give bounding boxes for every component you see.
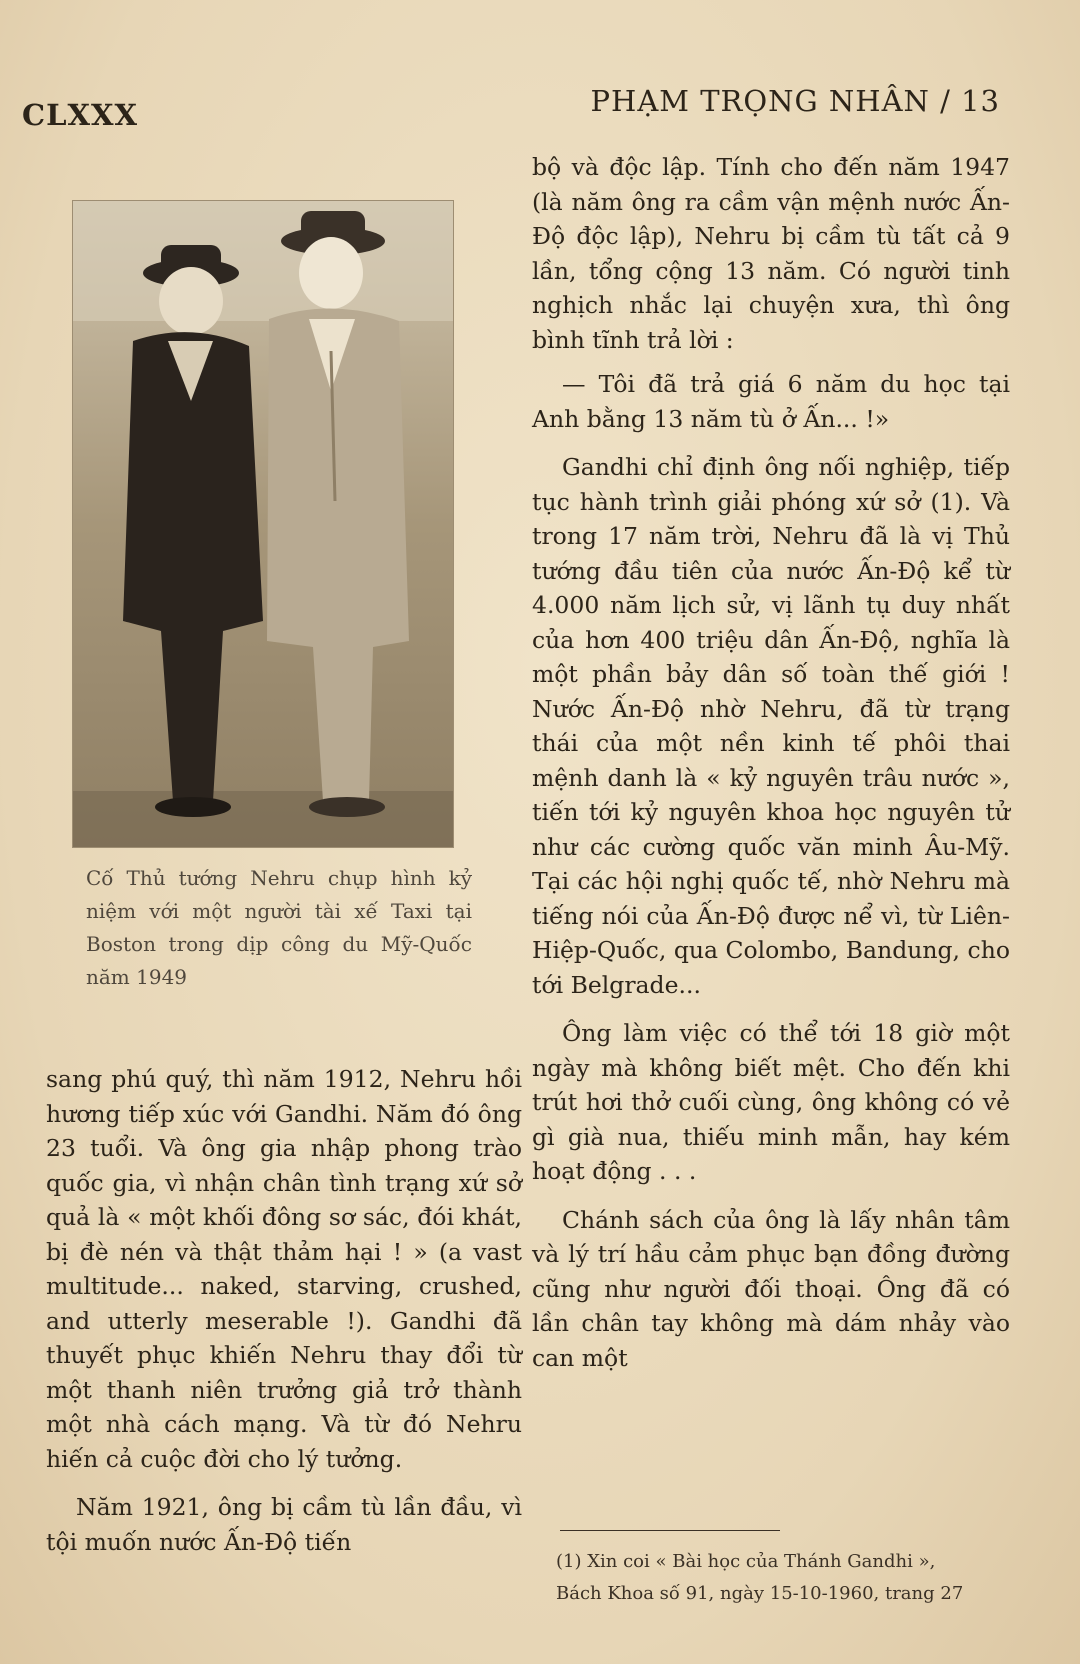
paragraph: Năm 1921, ông bị cầm tù lần đầu, vì tội muốn nước Ấn-Độ tiến bbox=[46, 1493, 522, 1556]
right-column bbox=[532, 150, 1010, 1375]
paragraph: Chánh sách của ông là lấy nhân tâm và lý trí hầu cảm phục bạn đồng đường cũng như người đối thoại. Ông đã có lần chân tay không mà dám nhảy vào can một bbox=[532, 1205, 1010, 1372]
running-head: PHẠM TRỌNG NHÂN / 13 bbox=[590, 84, 1000, 118]
dialogue-paragraph: — Tôi đã trả giá 6 năm du học tại Anh bằng 13 năm tù ở Ấn... !» bbox=[532, 370, 1010, 433]
photo-caption: Cố Thủ tướng Nehru chụp hình kỷ niệm với một người tài xế Taxi tại Boston trong dịp công du Mỹ-Quốc năm 1949 bbox=[86, 866, 472, 989]
footnote-rule bbox=[560, 1530, 780, 1531]
paragraph: Ông làm việc có thể tới 18 giờ một ngày mà không biết mệt. Cho đến khi trút hơi thở cuối cùng, ông không có vẻ gì già nua, thiếu minh mẫn, hay kém hoạt động . . . bbox=[532, 1019, 1010, 1185]
paragraph: bộ và độc lập. Tính cho đến năm 1947 (là năm ông ra cầm vận mệnh nước Ấn-Độ độc lập), Nehru bị cầm tù tất cả 9 lần, tổng cộng 13 năm. Có người tinh nghịch nhắc lại chuyện xưa, thì ông bình tĩnh trả lời : bbox=[532, 153, 1010, 354]
footnote bbox=[556, 1546, 1026, 1610]
section-number: CLXXX bbox=[22, 98, 138, 132]
paragraph: sang phú quý, thì năm 1912, Nehru hồi hương tiếp xúc với Gandhi. Năm đó ông 23 tuổi. Và ông gia nhập phong trào quốc gia, vì nhận chân tình trạng xứ sở quả là « một khối đông sơ sác, đói khát, bị đè nén và thật thảm hại ! » (a vast multitude... naked, starving, crushed, and utterly meserable !). Gandhi đã thuyết phục khiến Nehru thay đổi từ một thanh niên trưởng giả trở thành một nhà cách mạng. Và từ đó Nehru hiến cả cuộc đời cho lý tưởng. bbox=[46, 1065, 522, 1473]
paragraph: Gandhi chỉ định ông nối nghiệp, tiếp tục hành trình giải phóng xứ sở (1). Và trong 17 năm trời, Nehru đã là vị Thủ tướng đầu tiên của nước Ấn-Độ kể từ 4.000 năm lịch sử, vị lãnh tụ duy nhất của hơn 400 triệu dân Ấn-Độ, nghĩa là một phần bảy dân số toàn thế giới ! Nước Ấn-Độ nhờ Nehru, đã từ trạng thái của một nền kinh tế phôi thai mệnh danh là « kỷ nguyên trâu nước », tiến tới kỷ nguyên khoa học nguyên tử như các cường quốc văn minh Âu-Mỹ. Tại các hội nghị quốc tế, nhờ Nehru mà tiếng nói của Ấn-Độ được nể vì, từ Liên-Hiệp-Quốc, qua Colombo, Bandung, cho tới Belgrade... bbox=[532, 453, 1010, 999]
footnote-line: Bách Khoa số 91, ngày 15-10-1960, trang 27 bbox=[556, 1583, 964, 1604]
left-column bbox=[46, 1062, 522, 1559]
footnote-line: (1) Xin coi « Bài học của Thánh Gandhi », bbox=[556, 1551, 936, 1572]
historical-photo bbox=[72, 200, 454, 848]
photo-image bbox=[73, 201, 453, 847]
